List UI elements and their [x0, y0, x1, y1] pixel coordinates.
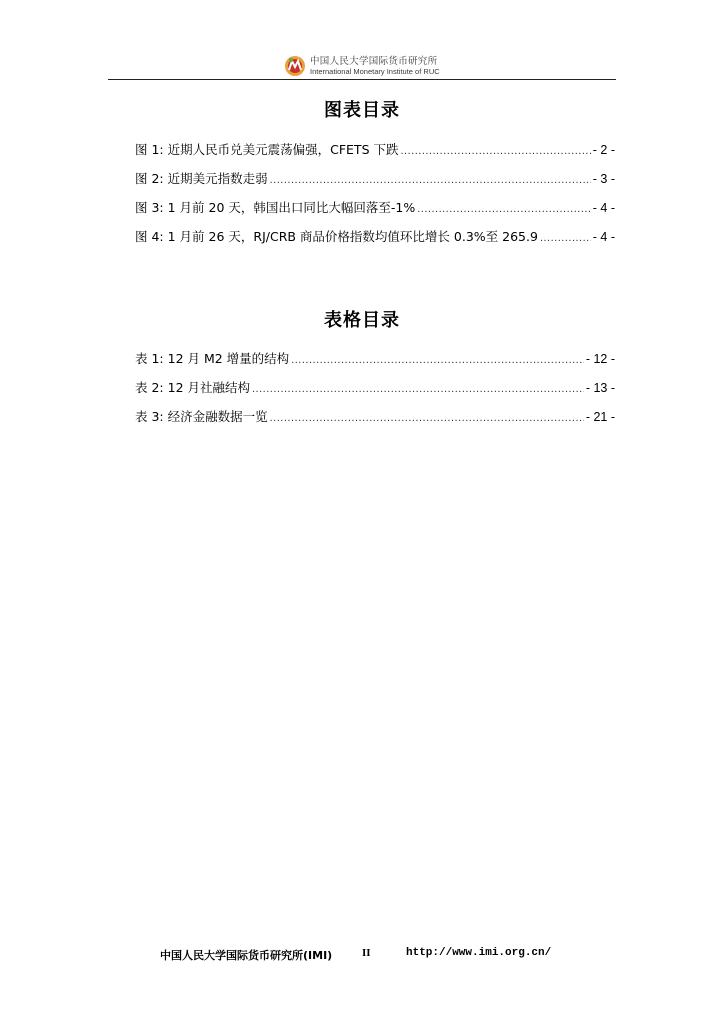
org-name [310, 57, 440, 76]
table-toc-entry[interactable] [135, 349, 615, 378]
footer-url-link[interactable]: http://www.imi.org.cn/ [406, 947, 552, 959]
toc-entry-label: 表 3: 经济金融数据一览 [135, 409, 268, 424]
footer-org-name: 中国人民大学国际货币研究所(IMI) [160, 949, 333, 962]
imi-logo-icon [284, 55, 306, 77]
table-toc-entry[interactable] [135, 407, 615, 436]
org-name-en: International Monetary Institute of RUC [310, 67, 440, 76]
toc-entry-page: - 13 - [585, 381, 615, 395]
toc-entry-page: - 4 - [592, 201, 615, 215]
toc-dot-leader [270, 412, 584, 424]
toc-dot-leader [540, 232, 591, 244]
toc-entry-label: 图 4: 1 月前 26 天，RJ/CRB 商品价格指数均值环比增长 0.3%至 265.9 [135, 229, 538, 244]
toc-entry-page: - 4 - [592, 230, 615, 244]
toc-entry-page: - 2 - [592, 143, 615, 157]
page-header [284, 52, 440, 80]
toc-dot-leader [400, 145, 590, 157]
tables-toc-title: 表格目录 [324, 310, 400, 331]
header-divider [108, 79, 616, 80]
toc-entry-label: 表 2: 12 月社融结构 [135, 380, 250, 395]
toc-entry-page: - 21 - [585, 410, 615, 424]
figures-toc-list [135, 140, 615, 256]
figure-toc-entry[interactable] [135, 198, 615, 227]
toc-entry-label: 图 3: 1 月前 20 天，韩国出口同比大幅回落至-1% [135, 200, 416, 215]
figure-toc-entry[interactable] [135, 227, 615, 256]
toc-entry-label: 图 1: 近期人民币兑美元震荡偏强，CFETS 下跌 [135, 142, 399, 157]
toc-entry-page: - 3 - [592, 172, 615, 186]
page-footer [0, 947, 724, 963]
toc-entry-label: 表 1: 12 月 M2 增量的结构 [135, 351, 290, 366]
toc-dot-leader [252, 383, 584, 395]
toc-dot-leader [291, 354, 584, 366]
toc-entry-label: 图 2: 近期美元指数走弱 [135, 171, 268, 186]
toc-dot-leader [417, 203, 591, 215]
toc-entry-page: - 12 - [585, 352, 615, 366]
table-toc-entry[interactable] [135, 378, 615, 407]
footer-page-number: II [362, 947, 371, 959]
figures-toc-title: 图表目录 [324, 100, 400, 121]
figure-toc-entry[interactable] [135, 169, 615, 198]
figure-toc-entry[interactable] [135, 140, 615, 169]
tables-toc-list [135, 349, 615, 436]
org-name-cn: 中国人民大学国际货币研究所 [310, 55, 438, 67]
toc-dot-leader [270, 174, 591, 186]
